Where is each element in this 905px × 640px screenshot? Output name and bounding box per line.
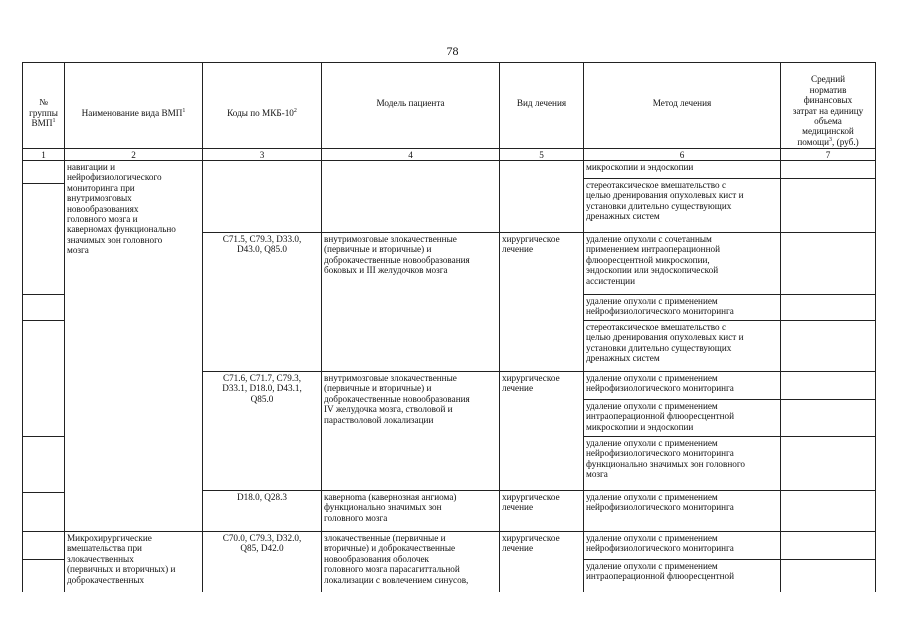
header-avg-cost: Средний норматив финансовых затрат на единицу объема медицинской помощи$^3$, (руб.) <box>792 74 864 147</box>
column-number: 5 <box>539 150 544 160</box>
method-11: удаление опухоли с применением интраоперационной флюоресцентной <box>586 561 735 582</box>
header-treatment-type: Вид лечения <box>516 98 567 108</box>
method-3: удаление опухоли с сочетанным применением интраоперационной флюоресцентной микроскопии, эндоскопии или эндоскопической ассистенции <box>586 234 720 286</box>
treatment-type-a: хирургическое лечение <box>502 234 560 255</box>
header-vmp-name: Наименование вида ВМП$^1$ <box>81 108 186 119</box>
icd-codes-b: C71.6, C71.7, C79.3, D33.1, D18.0, D43.1, Q85.0 <box>222 373 302 404</box>
method-5: стереотаксическое вмешательство с целью дренирования опухолевых кист и установки длительно существующих дренажных систем <box>586 322 744 364</box>
vmp-name-continued: навигации и нейрофизиологического мониторинга при внутримозговых новообразованиях головного мозга и каверномах функционально значимых зон головного мозга <box>67 162 176 256</box>
treatment-type-b: хирургическое лечение <box>502 373 560 394</box>
column-number: 3 <box>259 150 265 160</box>
method-6: удаление опухоли с применением нейрофизиологического мониторинга <box>586 373 734 394</box>
patient-model-d: злокачественные (первичные и вторичные) и доброкачественные новообразования оболочек головного мозга парасагиттальной локализации с вовлечением синусов, <box>324 533 469 585</box>
header-icd-codes: Коды по МКБ-$10^2$ <box>227 108 297 119</box>
treatment-type-d: хирургическое лечение <box>502 533 560 554</box>
icd-codes-d: C70.0, C79.3, D32.0, Q85, D42.0 <box>222 533 302 554</box>
column-number: 6 <box>679 150 685 160</box>
header-patient-model: Модель пациента <box>376 98 445 108</box>
page-number: 78 <box>446 44 459 58</box>
icd-codes-a: C71.5, C79.3, D33.0, D43.0, Q85.0 <box>222 234 302 255</box>
method-1: микроскопии и эндоскопии <box>586 162 694 172</box>
patient-model-b: внутримозговые злокачественные (первичные и вторичные) и доброкачественные новообразования IV желудочка мозга, стволовой и парастволовой локализации <box>324 373 470 425</box>
vmp-table <box>22 62 876 592</box>
method-9: удаление опухоли с применением нейрофизиологического мониторинга <box>586 492 734 513</box>
patient-model-a: внутримозговые злокачественные (первичные и вторичные) и доброкачественные новообразования боковых и III желудочков мозга <box>324 234 470 276</box>
icd-codes-c: D18.0, Q28.3 <box>236 492 288 502</box>
method-10: удаление опухоли с применением нейрофизиологического мониторинга <box>586 533 734 554</box>
column-number: 7 <box>825 150 831 160</box>
patient-model-c: каверноma (кавернозная ангиома) функционально значимых зон головного мозга <box>324 492 457 523</box>
method-8: удаление опухоли с применением нейрофизиологического мониторинга функционально значимых зон головного мозга <box>586 438 746 480</box>
vmp-name-microsurgery: Микрохирургические вмешательства при злокачественных (первичных и вторичных) и доброкачественных <box>67 533 176 585</box>
header-group-number: № группы ВМП$^1$ <box>29 97 58 129</box>
treatment-type-c: хирургическое лечение <box>502 492 560 513</box>
method-2: стереотаксическое вмешательство с целью дренирования опухолевых кист и установки длительно существующих дренажных систем <box>586 180 744 222</box>
header-treatment-method: Метод лечения <box>652 98 712 108</box>
method-7: удаление опухоли с применением интраоперационной флюоресцентной микроскопии и эндоскопии <box>586 401 735 432</box>
method-4: удаление опухоли с применением нейрофизиологического мониторинга <box>586 296 734 317</box>
column-number: 1 <box>41 150 46 160</box>
column-number: 2 <box>131 150 136 160</box>
column-number: 4 <box>408 150 413 160</box>
